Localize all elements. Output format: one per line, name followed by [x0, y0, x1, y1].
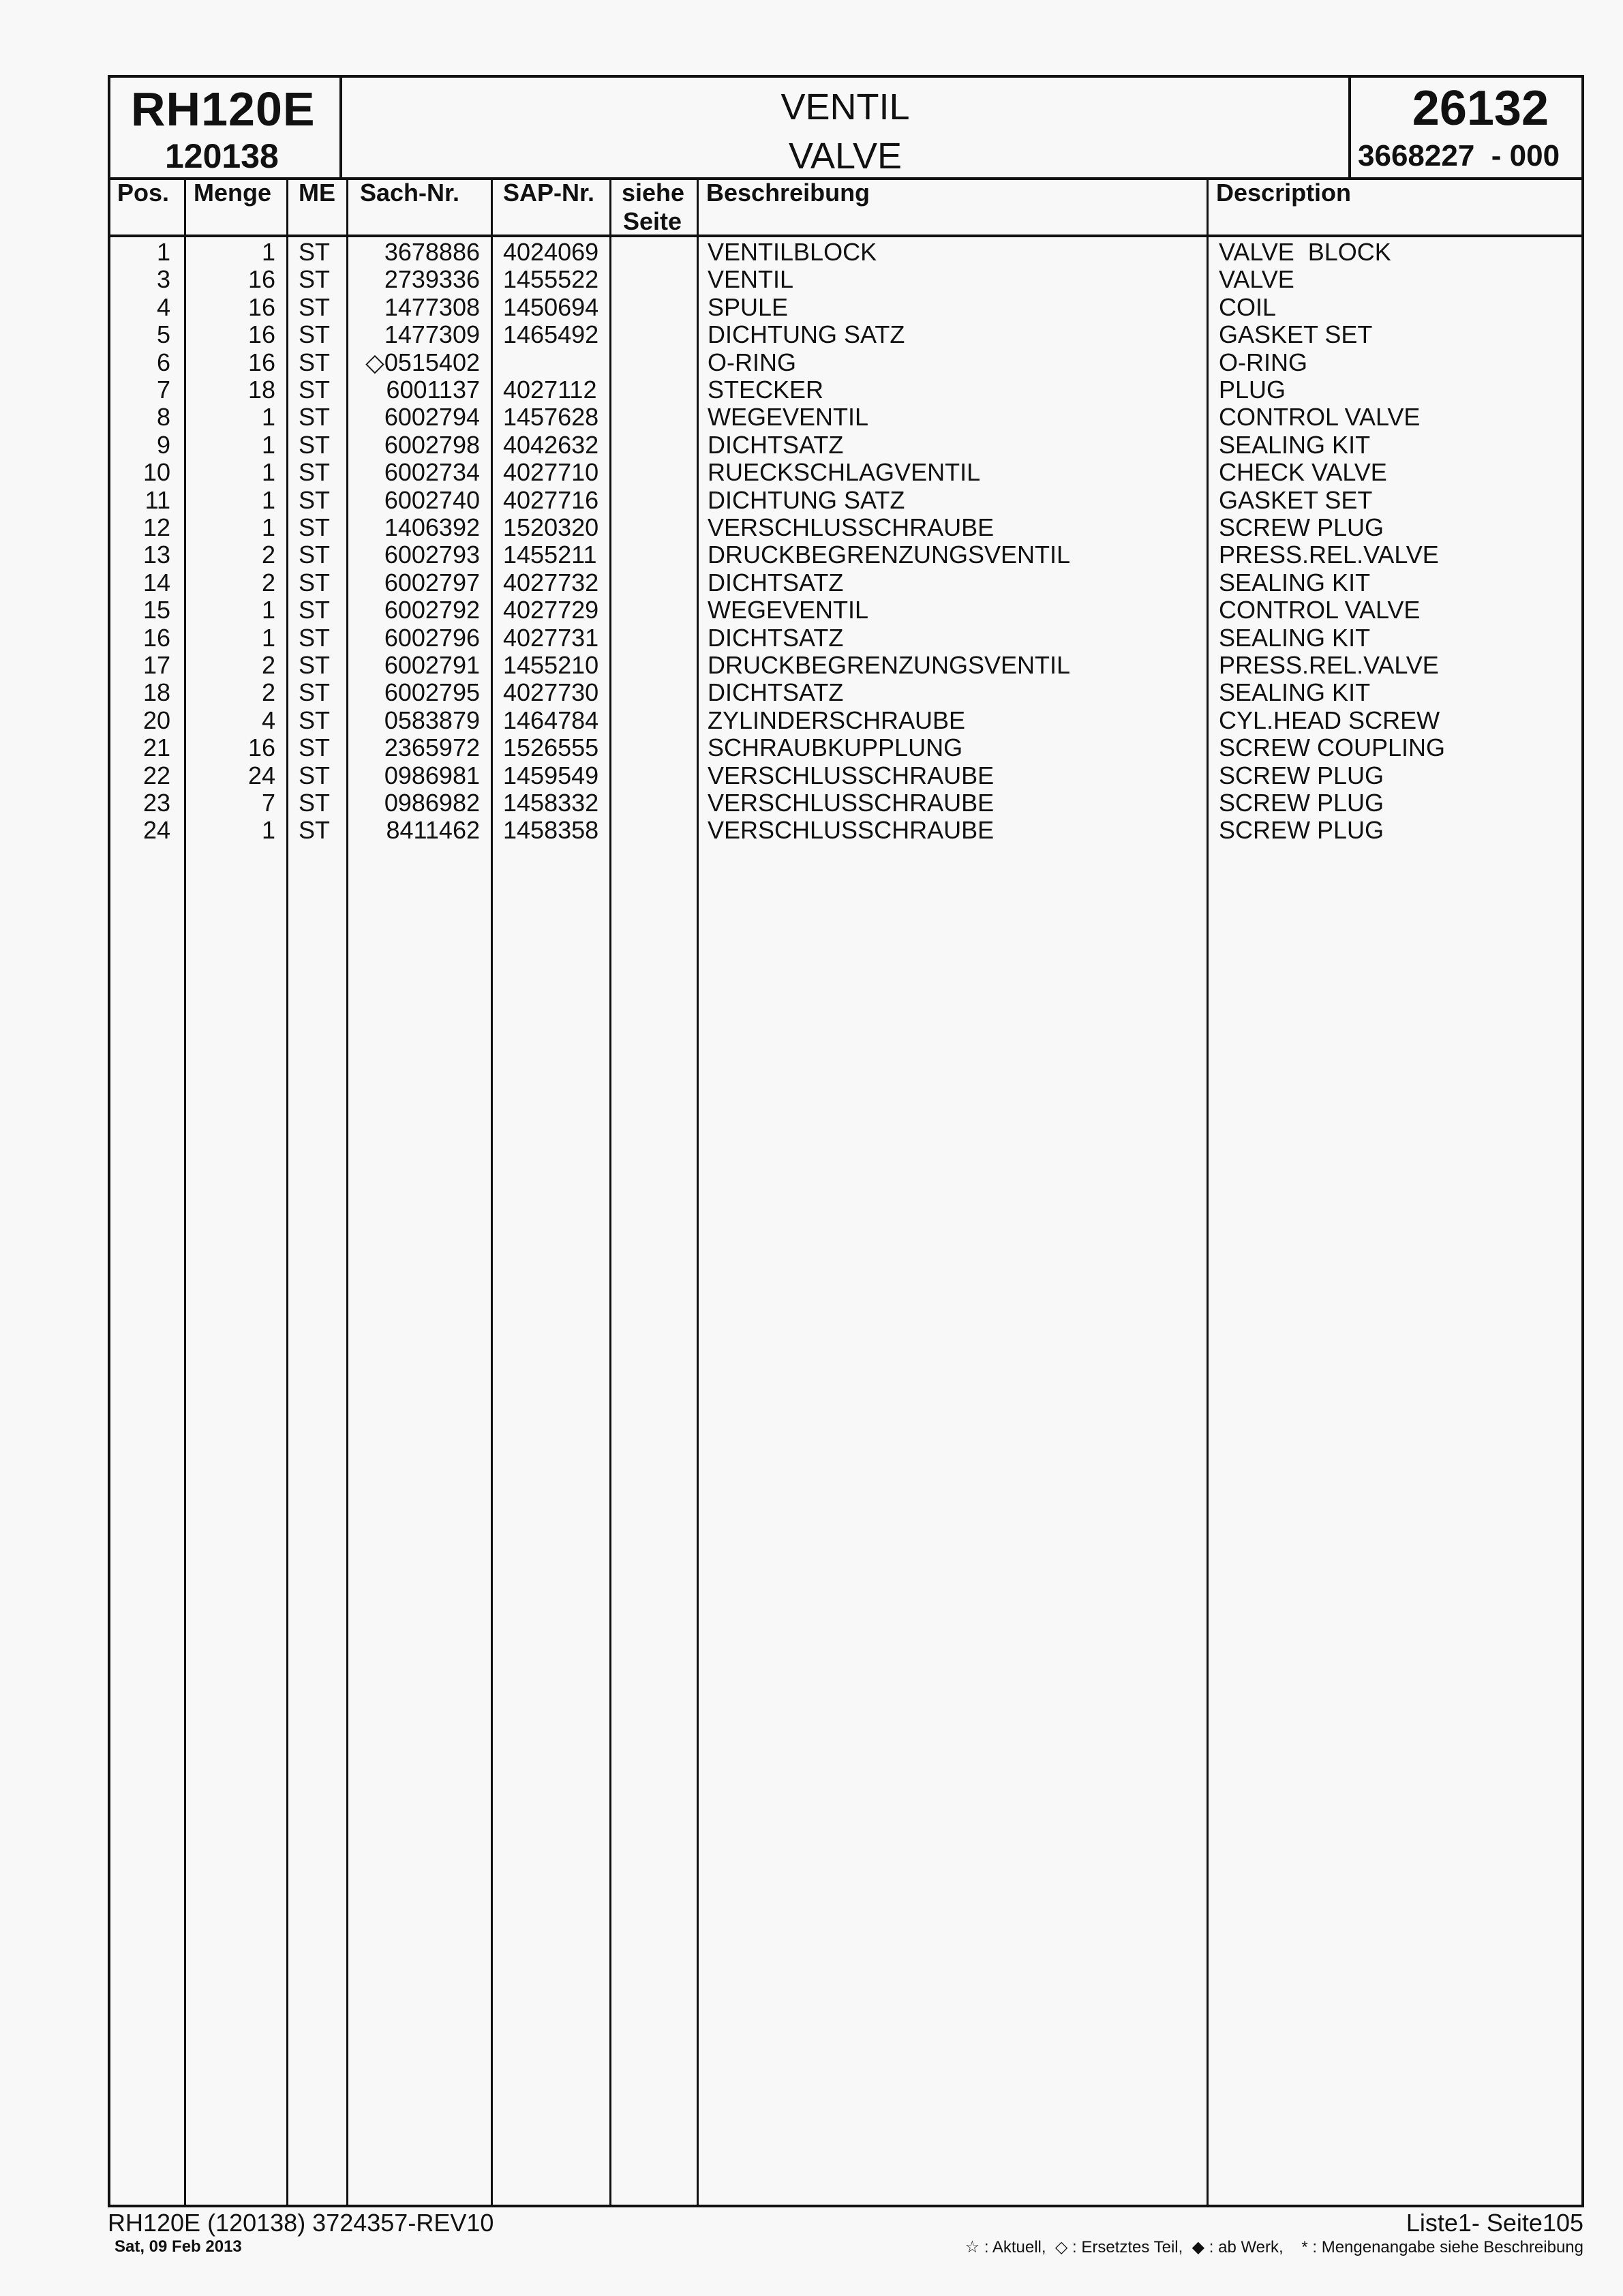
cell-quantity: 1 — [261, 623, 275, 652]
cell-sap-number: 4027716 — [503, 485, 599, 514]
cell-beschreibung: SPULE — [708, 292, 789, 321]
table-row — [110, 569, 1581, 596]
col-header-me: ME — [299, 179, 335, 207]
cell-unit: ST — [299, 403, 331, 432]
cell-part-number: 6002791 — [384, 651, 480, 679]
model-name: RH120E — [131, 82, 316, 136]
cell-pos: 11 — [145, 485, 170, 514]
cell-beschreibung: DICHTSATZ — [708, 430, 844, 459]
cell-quantity: 2 — [261, 541, 275, 569]
cell-beschreibung: ZYLINDERSCHRAUBE — [708, 706, 966, 734]
cell-quantity: 1 — [261, 403, 275, 432]
table-row — [110, 349, 1581, 376]
cell-quantity: 16 — [247, 348, 275, 376]
cell-unit: ST — [299, 513, 331, 541]
cell-description: O-RING — [1219, 348, 1307, 376]
cell-unit: ST — [299, 651, 331, 679]
cell-description: SCREW PLUG — [1219, 789, 1384, 817]
col-header-sach: Sach-Nr. — [360, 179, 460, 207]
cell-quantity: 1 — [261, 458, 275, 487]
cell-part-number: 2365972 — [384, 734, 480, 762]
cell-part-number: 0986982 — [384, 789, 480, 817]
cell-quantity: 24 — [247, 761, 275, 789]
cell-description: SCREW PLUG — [1219, 816, 1384, 845]
document-reference: RH120E (120138) 3724357-REV10 — [108, 2209, 494, 2237]
cell-description: SEALING KIT — [1219, 623, 1371, 652]
cell-description: GASKET SET — [1219, 485, 1373, 514]
cell-description: SEALING KIT — [1219, 678, 1371, 707]
cell-pos: 3 — [156, 265, 170, 294]
cell-description: CHECK VALVE — [1219, 458, 1387, 487]
cell-description: COIL — [1219, 292, 1277, 321]
cell-pos: 12 — [142, 513, 170, 541]
cell-quantity: 1 — [261, 485, 275, 514]
cell-description: VALVE BLOCK — [1219, 238, 1391, 266]
cell-part-number: 2739336 — [384, 265, 480, 294]
table-row — [110, 817, 1581, 844]
cell-description: CYL.HEAD SCREW — [1219, 706, 1440, 734]
cell-quantity: 16 — [247, 265, 275, 294]
cell-sap-number: 1455211 — [503, 541, 597, 569]
cell-beschreibung: SCHRAUBKUPPLUNG — [708, 734, 963, 762]
table-row — [110, 789, 1581, 817]
table-row — [110, 459, 1581, 486]
cell-sap-number: 1458332 — [503, 789, 599, 817]
cell-part-number: 6002734 — [384, 458, 480, 487]
cell-beschreibung: DICHTSATZ — [708, 623, 844, 652]
title-english: VALVE — [788, 136, 902, 177]
model-number: 120138 — [165, 137, 279, 175]
cell-beschreibung: VENTILBLOCK — [708, 238, 877, 266]
cell-unit: ST — [299, 265, 331, 294]
table-row — [110, 514, 1581, 541]
cell-description: SEALING KIT — [1219, 568, 1371, 596]
cell-unit: ST — [299, 678, 331, 707]
cell-unit: ST — [299, 238, 331, 266]
cell-sap-number: 1526555 — [503, 734, 599, 762]
cell-sap-number: 4027112 — [503, 376, 597, 404]
table-row — [110, 266, 1581, 293]
cell-pos: 10 — [142, 458, 170, 487]
cell-beschreibung: DRUCKBEGRENZUNGSVENTIL — [708, 651, 1071, 679]
cell-pos: 14 — [142, 568, 170, 596]
col-header-seite: Seite — [623, 207, 682, 235]
table-row — [110, 624, 1581, 652]
table-row — [110, 294, 1581, 321]
cell-sap-number: 1520320 — [503, 513, 599, 541]
col-header-menge: Menge — [194, 179, 272, 207]
cell-pos: 15 — [142, 596, 170, 624]
cell-unit: ST — [299, 458, 331, 487]
symbol-legend: ☆ : Aktuell, ◇ : Ersetztes Teil, ◆ : ab Werk, * : Mengenangabe siehe Beschreibung — [965, 2238, 1583, 2256]
print-date: Sat, 09 Feb 2013 — [115, 2237, 242, 2256]
cell-unit: ST — [299, 568, 331, 596]
cell-pos: 6 — [156, 348, 170, 376]
cell-quantity: 1 — [261, 238, 275, 266]
cell-sap-number: 1457628 — [503, 403, 599, 432]
cell-beschreibung: VENTIL — [708, 265, 794, 294]
cell-description: PRESS.REL.VALVE — [1219, 651, 1439, 679]
cell-quantity: 1 — [261, 816, 275, 845]
cell-part-number: 6002795 — [384, 678, 480, 707]
cell-pos: 13 — [142, 541, 170, 569]
cell-description: PLUG — [1219, 376, 1286, 404]
cell-part-number: 6002794 — [384, 403, 480, 432]
cell-pos: 18 — [142, 678, 170, 707]
cell-unit: ST — [299, 706, 331, 734]
cell-unit: ST — [299, 623, 331, 652]
cell-unit: ST — [299, 541, 331, 569]
cell-sap-number: 4027730 — [503, 678, 599, 707]
cell-description: GASKET SET — [1219, 320, 1373, 349]
cell-sap-number: 1459549 — [503, 761, 599, 789]
cell-part-number: 6002792 — [384, 596, 480, 624]
cell-pos: 4 — [156, 292, 170, 321]
cell-beschreibung: VERSCHLUSSCHRAUBE — [708, 789, 995, 817]
table-row — [110, 707, 1581, 734]
col-header-siehe: siehe — [622, 179, 685, 207]
cell-pos: 8 — [156, 403, 170, 432]
cell-unit: ST — [299, 348, 331, 376]
cell-pos: 1 — [156, 238, 170, 266]
cell-beschreibung: O-RING — [708, 348, 796, 376]
cell-quantity: 1 — [261, 513, 275, 541]
cell-unit: ST — [299, 816, 331, 845]
col-header-description: Description — [1216, 179, 1352, 207]
cell-part-number: ◇0515402 — [365, 348, 480, 376]
table-row — [110, 734, 1581, 761]
cell-description: SCREW COUPLING — [1219, 734, 1446, 762]
cell-beschreibung: DICHTUNG SATZ — [708, 485, 905, 514]
cell-pos: 23 — [142, 789, 170, 817]
cell-quantity: 2 — [261, 651, 275, 679]
cell-part-number: 0986981 — [384, 761, 480, 789]
cell-part-number: 3678886 — [384, 238, 480, 266]
part-number: 3668227 - 000 — [1358, 139, 1560, 172]
cell-part-number: 6001137 — [386, 376, 480, 404]
cell-description: SEALING KIT — [1219, 430, 1371, 459]
cell-part-number: 1477309 — [384, 320, 480, 349]
cell-pos: 24 — [142, 816, 170, 845]
cell-beschreibung: VERSCHLUSSCHRAUBE — [708, 513, 995, 541]
cell-sap-number: 4027731 — [503, 623, 599, 652]
cell-sap-number: 4027729 — [503, 596, 599, 624]
cell-sap-number: 4027710 — [503, 458, 599, 487]
table-row — [110, 376, 1581, 404]
cell-part-number: 6002797 — [384, 568, 480, 596]
table-row — [110, 432, 1581, 459]
cell-part-number: 1477308 — [384, 292, 480, 321]
cell-sap-number: 1465492 — [503, 320, 599, 349]
cell-pos: 17 — [142, 651, 170, 679]
cell-quantity: 16 — [247, 734, 275, 762]
cell-unit: ST — [299, 485, 331, 514]
table-row — [110, 404, 1581, 431]
cell-pos: 22 — [142, 761, 170, 789]
parts-list-frame — [108, 75, 1584, 2207]
table-row — [110, 321, 1581, 348]
page-reference: Liste1- Seite105 — [1406, 2209, 1583, 2237]
cell-description: CONTROL VALVE — [1219, 403, 1421, 432]
cell-part-number: 6002793 — [384, 541, 480, 569]
cell-sap-number: 1450694 — [503, 292, 599, 321]
cell-description: VALVE — [1219, 265, 1294, 294]
cell-part-number: 6002798 — [384, 430, 480, 459]
title-box — [342, 78, 1351, 177]
cell-quantity: 4 — [261, 706, 275, 734]
cell-pos: 7 — [156, 376, 170, 404]
cell-description: PRESS.REL.VALVE — [1219, 541, 1439, 569]
cell-beschreibung: DICHTUNG SATZ — [708, 320, 905, 349]
cell-sap-number: 1458358 — [503, 816, 599, 845]
group-number: 26132 — [1412, 81, 1549, 136]
column-header-divider — [110, 235, 1581, 237]
cell-description: SCREW PLUG — [1219, 761, 1384, 789]
cell-beschreibung: DICHTSATZ — [708, 568, 844, 596]
cell-sap-number: 1455210 — [503, 651, 599, 679]
cell-unit: ST — [299, 320, 331, 349]
cell-quantity: 16 — [247, 320, 275, 349]
cell-sap-number: 1455522 — [503, 265, 599, 294]
cell-pos: 21 — [142, 734, 170, 762]
table-row — [110, 652, 1581, 679]
cell-pos: 16 — [142, 623, 170, 652]
cell-description: CONTROL VALVE — [1219, 596, 1421, 624]
group-box — [1351, 78, 1581, 177]
table-row — [110, 239, 1581, 266]
cell-beschreibung: DRUCKBEGRENZUNGSVENTIL — [708, 541, 1071, 569]
col-header-pos: Pos. — [117, 179, 170, 207]
cell-sap-number: 4024069 — [503, 238, 599, 266]
table-row — [110, 679, 1581, 706]
cell-unit: ST — [299, 734, 331, 762]
cell-unit: ST — [299, 789, 331, 817]
cell-unit: ST — [299, 761, 331, 789]
cell-quantity: 2 — [261, 678, 275, 707]
cell-quantity: 18 — [247, 376, 275, 404]
cell-part-number: 8411462 — [386, 816, 480, 845]
cell-part-number: 1406392 — [384, 513, 480, 541]
col-header-sap: SAP-Nr. — [503, 179, 595, 207]
cell-pos: 5 — [156, 320, 170, 349]
cell-quantity: 1 — [261, 430, 275, 459]
cell-beschreibung: VERSCHLUSSCHRAUBE — [708, 761, 995, 789]
cell-beschreibung: DICHTSATZ — [708, 678, 844, 707]
cell-beschreibung: RUECKSCHLAGVENTIL — [708, 458, 981, 487]
cell-pos: 9 — [156, 430, 170, 459]
cell-description: SCREW PLUG — [1219, 513, 1384, 541]
cell-sap-number: 1464784 — [503, 706, 599, 734]
cell-beschreibung: STECKER — [708, 376, 824, 404]
cell-unit: ST — [299, 596, 331, 624]
cell-pos: 20 — [142, 706, 170, 734]
cell-unit: ST — [299, 376, 331, 404]
cell-part-number: 0583879 — [384, 706, 480, 734]
table-row — [110, 596, 1581, 624]
table-row — [110, 762, 1581, 789]
cell-part-number: 6002796 — [384, 623, 480, 652]
cell-part-number: 6002740 — [384, 485, 480, 514]
cell-quantity: 16 — [247, 292, 275, 321]
cell-beschreibung: WEGEVENTIL — [708, 403, 869, 432]
cell-unit: ST — [299, 430, 331, 459]
table-row — [110, 541, 1581, 569]
col-header-beschreibung: Beschreibung — [706, 179, 870, 207]
title-german: VENTIL — [780, 87, 910, 127]
cell-quantity: 2 — [261, 568, 275, 596]
model-box — [110, 78, 342, 177]
table-row — [110, 487, 1581, 514]
cell-unit: ST — [299, 292, 331, 321]
cell-beschreibung: VERSCHLUSSCHRAUBE — [708, 816, 995, 845]
cell-sap-number: 4027732 — [503, 568, 599, 596]
cell-quantity: 7 — [261, 789, 275, 817]
cell-beschreibung: WEGEVENTIL — [708, 596, 869, 624]
cell-sap-number: 4042632 — [503, 430, 599, 459]
cell-quantity: 1 — [261, 596, 275, 624]
